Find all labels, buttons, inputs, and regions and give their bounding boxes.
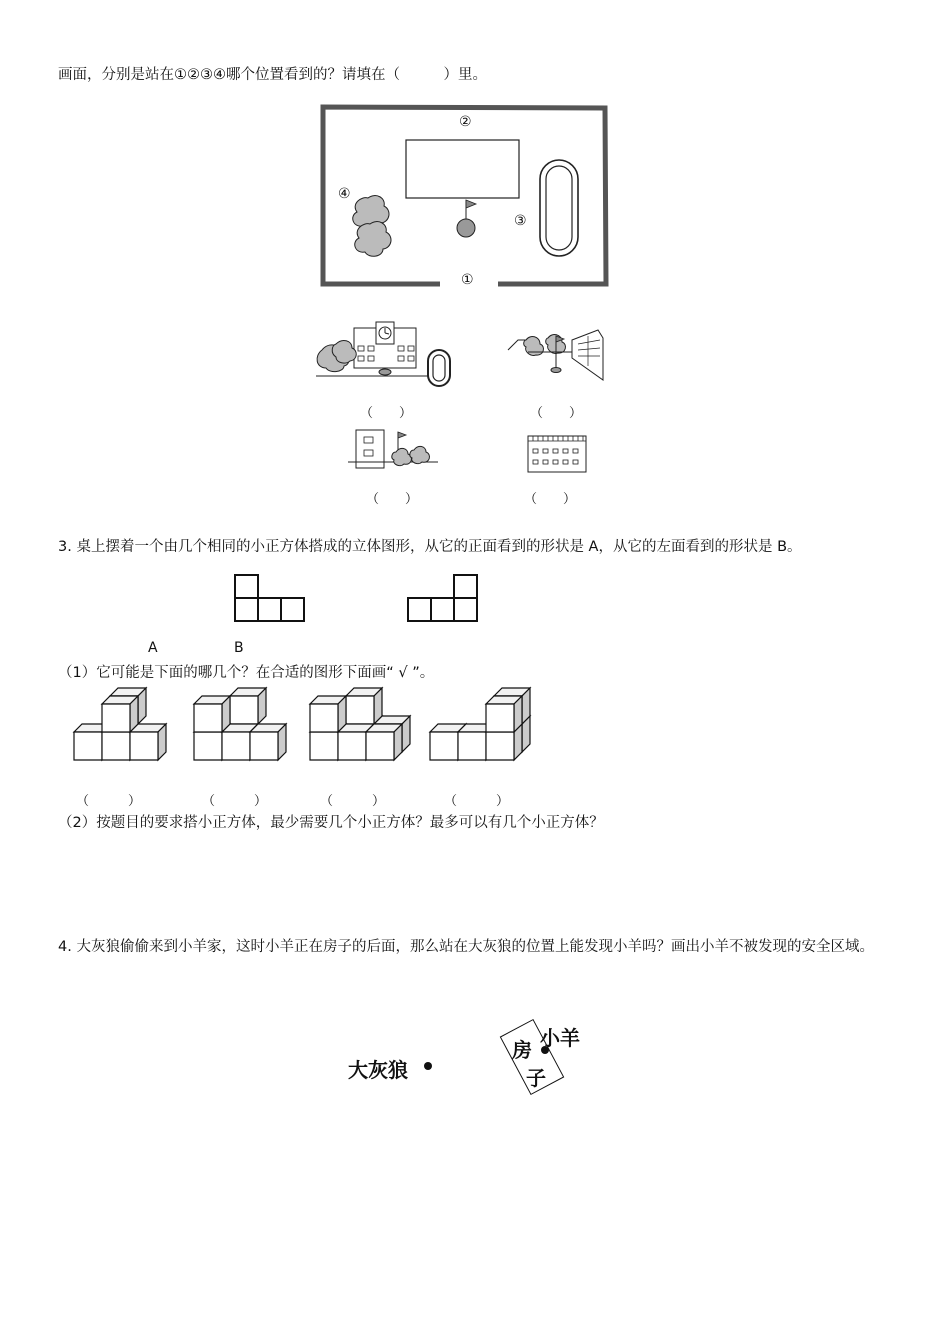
map-position-3: ③ xyxy=(514,213,527,229)
question-3-sub1: （1）它可能是下面的哪几个？在合适的图形下面画“ √ ”。 xyxy=(58,665,435,681)
shape-b-label: B xyxy=(234,640,244,656)
map-position-4: ④ xyxy=(338,186,351,202)
wolf-point xyxy=(424,1062,432,1070)
intro-question-line: 画面，分别是站在①②③④哪个位置看到的？请填在（ ）里。 xyxy=(58,67,487,83)
wolf-label: 大灰狼 xyxy=(348,1058,408,1082)
view-picture-2 xyxy=(508,326,608,384)
sheep-label: 小羊 xyxy=(540,1026,580,1050)
house-char-1: 房 xyxy=(512,1038,532,1062)
view-answer-1[interactable]: （ ） xyxy=(360,406,413,421)
map-position-1: ① xyxy=(461,272,474,288)
cube-answer-2[interactable]: （ ） xyxy=(202,794,268,809)
shape-a-label: A xyxy=(148,640,158,656)
shape-a-grid xyxy=(234,574,306,622)
view-answer-2[interactable]: （ ） xyxy=(530,406,583,421)
cube-answer-4[interactable]: （ ） xyxy=(444,794,510,809)
map-position-2: ② xyxy=(459,114,472,130)
cube-answer-1[interactable]: （ ） xyxy=(76,794,142,809)
question-3-text: 3. 桌上摆着一个由几个相同的小正方体搭成的立体图形，从它的正面看到的形状是 A，从它的左面看到的形状是 B。 xyxy=(58,539,802,555)
cube-options-diagram xyxy=(70,688,550,768)
shape-b-grid xyxy=(407,574,479,622)
cube-answer-3[interactable]: （ ） xyxy=(320,794,386,809)
question-4-text: 4. 大灰狼偷偷来到小羊家，这时小羊正在房子的后面，那么站在大灰狼的位置上能发现小羊吗？画出小羊不被发现的安全区域。 xyxy=(58,939,874,955)
view-picture-4 xyxy=(526,434,590,474)
view-picture-1 xyxy=(316,322,466,388)
view-picture-3 xyxy=(348,428,440,474)
school-map-diagram xyxy=(320,104,610,294)
view-answer-4[interactable]: （ ） xyxy=(524,492,577,507)
view-answer-3[interactable]: （ ） xyxy=(366,492,419,507)
house-char-2: 子 xyxy=(526,1066,546,1090)
question-3-sub2: （2）按题目的要求搭小正方体，最少需要几个小正方体？最多可以有几个小正方体？ xyxy=(58,815,604,831)
